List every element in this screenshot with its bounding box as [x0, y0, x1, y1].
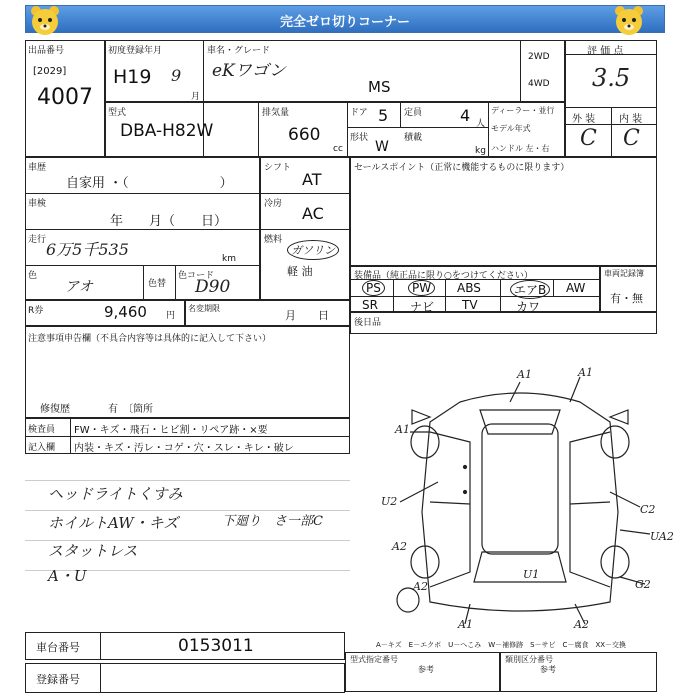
mascot-bear-icon-right	[612, 4, 646, 38]
registration-label: 登録番号	[36, 673, 80, 686]
car-label: 車名・グレード	[207, 46, 271, 56]
mileage-label: 走行	[28, 235, 47, 245]
score-value: 3.5	[592, 64, 631, 92]
chassis-value: 0153011	[178, 636, 254, 656]
cert-label-4: 参考	[540, 665, 556, 674]
score-ext-label: 外 装	[572, 114, 596, 125]
fuel-diesel: 軽 油	[287, 265, 313, 278]
name-change-label: 名変期限	[188, 304, 220, 313]
equip-airbag: エアB	[510, 280, 550, 299]
lot-sub: [2029]	[33, 66, 67, 77]
damage-mark-3: A1	[395, 423, 410, 436]
score-ext: C	[580, 126, 597, 151]
history-label: 車歴	[28, 163, 47, 173]
model-label: 型式	[108, 108, 127, 118]
damage-mark-12: G2	[635, 578, 651, 591]
equip-label: 装備品（純正品に限り○をつけてください）	[354, 271, 533, 281]
equip-leather: カワ	[516, 300, 541, 314]
cert-label-3: 類別区分番号	[505, 655, 553, 664]
damage-mark-1: A1	[517, 368, 532, 381]
damage-mark-2: A1	[578, 366, 593, 379]
shift-label: シフト	[264, 163, 292, 173]
fuel-gas: ガソリン	[287, 240, 339, 260]
score-label: 評 価 点	[587, 46, 624, 57]
mascot-bear-icon-left	[28, 4, 62, 38]
color-code-label: 色コード	[178, 271, 215, 281]
handnote-side: 下廻り さ一部C	[222, 514, 323, 529]
fuel-label: 燃料	[264, 235, 283, 245]
equip-ps: PS	[362, 280, 385, 296]
ac-label: 冷房	[264, 199, 283, 209]
recycle-label: R券	[28, 306, 44, 316]
damage-mark-11: UA2	[650, 530, 674, 543]
inspection-label: 車検	[28, 199, 47, 209]
model-value: DBA-H82W	[120, 121, 214, 141]
mileage-value: 6万5千535	[46, 240, 129, 259]
loading-label: 積載	[404, 133, 423, 143]
shift-value: AT	[302, 170, 322, 189]
capacity-label: 定員	[404, 108, 423, 118]
damage-mark-9: U1	[523, 568, 540, 581]
displacement-label: 排気量	[262, 108, 290, 118]
damage-mark-8: A2	[574, 618, 589, 631]
mileage-unit: km	[222, 254, 236, 264]
sales-point-box	[350, 157, 657, 266]
cert-label-2: 参考	[418, 665, 434, 674]
capacity-value: 4	[460, 106, 471, 125]
handnote-2: ホイルトAW・キズ	[48, 514, 179, 532]
score-int: C	[623, 126, 640, 151]
checker-row1: FW・キズ・飛石・ヒビ割・リペア跡・×要	[74, 425, 268, 436]
header-title: 完全ゼロ切りコーナー	[279, 15, 410, 30]
lot-number: 4007	[37, 85, 93, 110]
equip-sr: SR	[362, 298, 378, 312]
later-items-label: 後日品	[354, 318, 382, 328]
equip-abs: ABS	[457, 281, 481, 295]
recycle-value: 9,460	[104, 303, 147, 321]
car-name: eKワゴン	[212, 61, 286, 81]
doors-label: ドア	[350, 108, 368, 118]
checker-row2: 内装・キズ・汚レ・コゲ・穴・スレ・キレ・破レ	[74, 443, 294, 454]
chassis-label: 車台番号	[36, 641, 80, 654]
drive-2wd: 2WD	[528, 52, 550, 62]
ac-value: AC	[302, 204, 324, 223]
shape-value: W	[375, 139, 389, 155]
notes-label: 注意事項申告欄（不具合内容等は具体的に記入して下さい）	[28, 334, 272, 344]
record-label: 車両記録簿	[604, 269, 644, 278]
reg-year: H19	[113, 66, 152, 88]
handnote-4: A・U	[48, 567, 87, 585]
later-items-box	[350, 312, 657, 334]
doors-value: 5	[378, 106, 389, 125]
sales-point-label: セールスポイント（正常に機能するものに限ります）	[354, 163, 570, 173]
color-tone-label: 色替	[148, 279, 167, 289]
repair-label: 修復歴	[40, 404, 70, 415]
name-change-value: 月 日	[285, 309, 329, 322]
reg-month-suffix: 月	[191, 92, 201, 102]
damage-mark-4: U2	[381, 495, 398, 508]
history-value: 自家用 ・（ ）	[66, 176, 233, 191]
model-year-label: モデル年式	[491, 124, 531, 133]
equip-navi: ナビ	[410, 300, 435, 314]
lot-label: 出品番号	[28, 46, 65, 56]
dealer-label: ディーラー・並行	[491, 106, 555, 115]
color-code: D90	[195, 277, 231, 297]
damage-mark-10: C2	[640, 503, 656, 516]
cert-label-1: 型式指定番号	[350, 655, 398, 664]
checker-label2: 記入欄	[28, 443, 56, 453]
damage-mark-6: A2	[413, 580, 428, 593]
loading-unit: kg	[475, 146, 486, 156]
shape-label: 形状	[350, 133, 369, 143]
record-value: 有・無	[610, 292, 643, 305]
checker-label1: 検査員	[28, 425, 56, 435]
damage-mark-7: A1	[458, 618, 473, 631]
handnote-1: ヘッドライトくすみ	[48, 485, 183, 503]
equip-aw: AW	[566, 281, 586, 295]
reg-label: 初度登録年月	[108, 46, 163, 56]
capacity-unit: 人	[476, 119, 486, 129]
header-bar	[25, 5, 665, 33]
handle-label: ハンドル 左・右	[491, 144, 550, 153]
handnote-3: スタットレス	[48, 542, 138, 560]
displacement-unit: cc	[333, 144, 343, 154]
drive-4wd: 4WD	[528, 79, 550, 89]
color-label: 色	[28, 271, 38, 281]
repair-value: 有 〔箇所	[108, 404, 153, 415]
damage-mark-5: A2	[392, 540, 407, 553]
reg-month: 9	[171, 66, 182, 85]
score-int-label: 内 装	[619, 114, 643, 125]
recycle-unit: 円	[166, 311, 176, 321]
inspection-value: 年 月（ 日）	[110, 214, 228, 229]
equip-pw: PW	[408, 280, 435, 296]
color-value: アオ	[65, 279, 93, 295]
damage-legend: A－キズ E－エクボ U－へこみ W－補修跡 S－サビ C－腐食 XX－交換	[376, 641, 627, 649]
displacement-value: 660	[288, 125, 321, 145]
car-grade: MS	[368, 78, 391, 96]
equip-tv: TV	[462, 298, 478, 312]
